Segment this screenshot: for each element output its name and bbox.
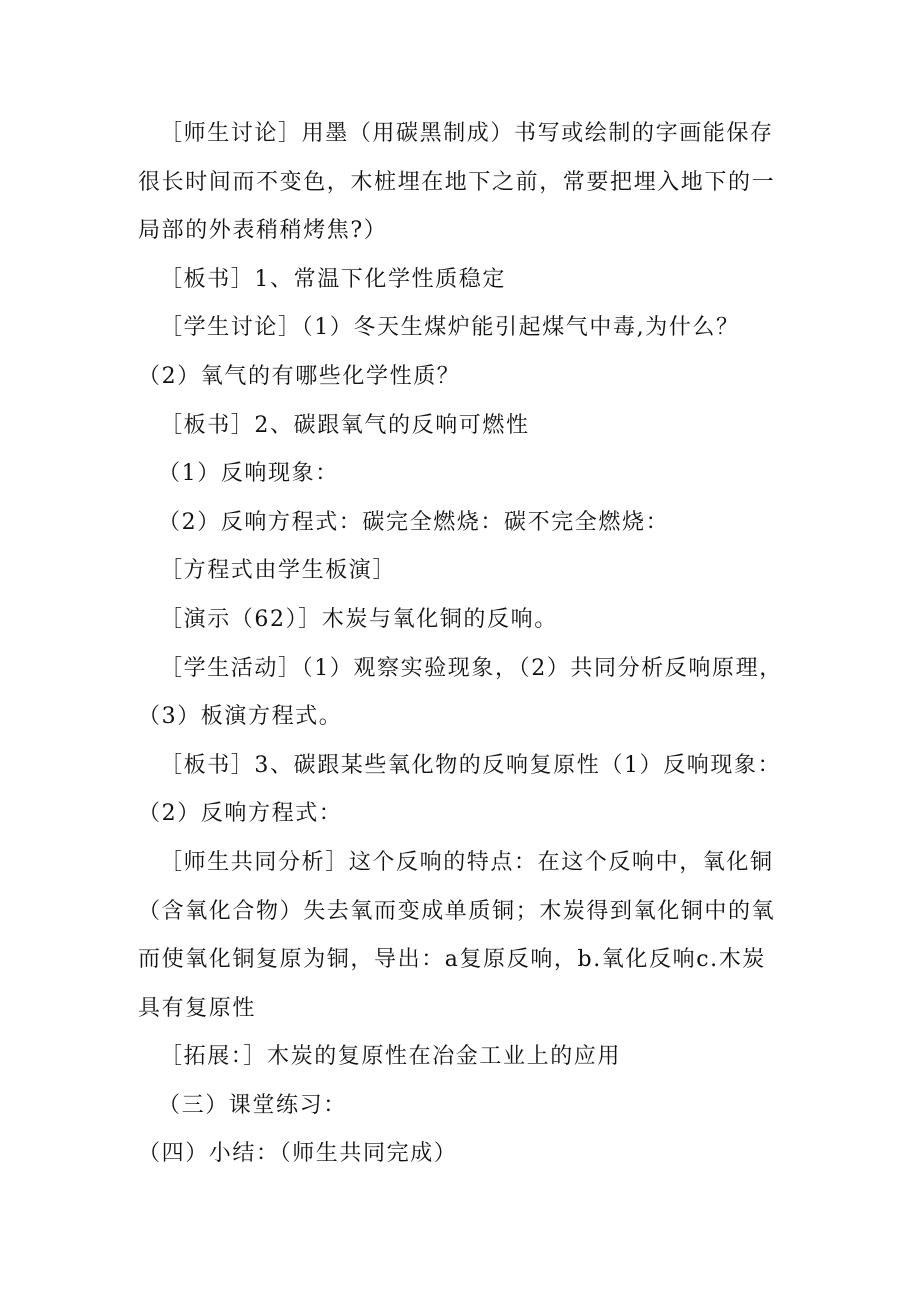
paragraph-board-note-1: ［板书］1、常温下化学性质稳定 <box>160 266 506 292</box>
paragraph-teacher-student-discussion: ［师生讨论］用墨（用碳黑制成）书写或绘制的字画能保存很长时间而不变色，木桩埋在地下之前，常要把埋入地下的一局部的外表稍稍烤焦?） <box>138 121 776 244</box>
document-body <box>138 110 788 1179</box>
paragraph-board-note-3: ［板书］3、碳跟某些氧化物的反响复原性（1）反响现象：（2）反响方程式： <box>138 752 782 827</box>
paragraph-extension: ［拓展：］木炭的复原性在冶金工业上的应用 <box>160 1044 622 1070</box>
paragraph-summary: （四）小结：（师生共同完成） <box>138 1141 458 1167</box>
paragraph-student-activity: ［学生活动］（1）观察实验现象，（2）共同分析反响原理，（3）板演方程式。 <box>138 655 783 730</box>
paragraph-reaction-phenomenon: （1）反响现象： <box>158 461 339 487</box>
paragraph-classroom-practice: （三）课堂练习： <box>158 1092 347 1118</box>
paragraph-board-note-2: ［板书］2、碳跟氧气的反响可燃性 <box>160 412 530 438</box>
paragraph-demonstration: ［演示（62）］木炭与氧化铜的反响。 <box>160 606 558 632</box>
paragraph-equation-board-demo: ［方程式由学生板演］ <box>160 558 397 584</box>
paragraph-reaction-equation: （2）反响方程式：碳完全燃烧：碳不完全燃烧： <box>158 509 670 535</box>
paragraph-student-discussion: ［学生讨论］（1）冬天生煤炉能引起煤气中毒,为什么？（2）氧气的有哪些化学性质？ <box>138 315 740 389</box>
paragraph-joint-analysis: ［师生共同分析］这个反响的特点：在这个反响中，氧化铜（含氧化合物）失去氧而变成单质铜；木炭得到氧化铜中的氧而使氧化铜复原为铜，导出：a复原反响，b.氧化反响c.木炭具有复原性 <box>138 849 776 1021</box>
